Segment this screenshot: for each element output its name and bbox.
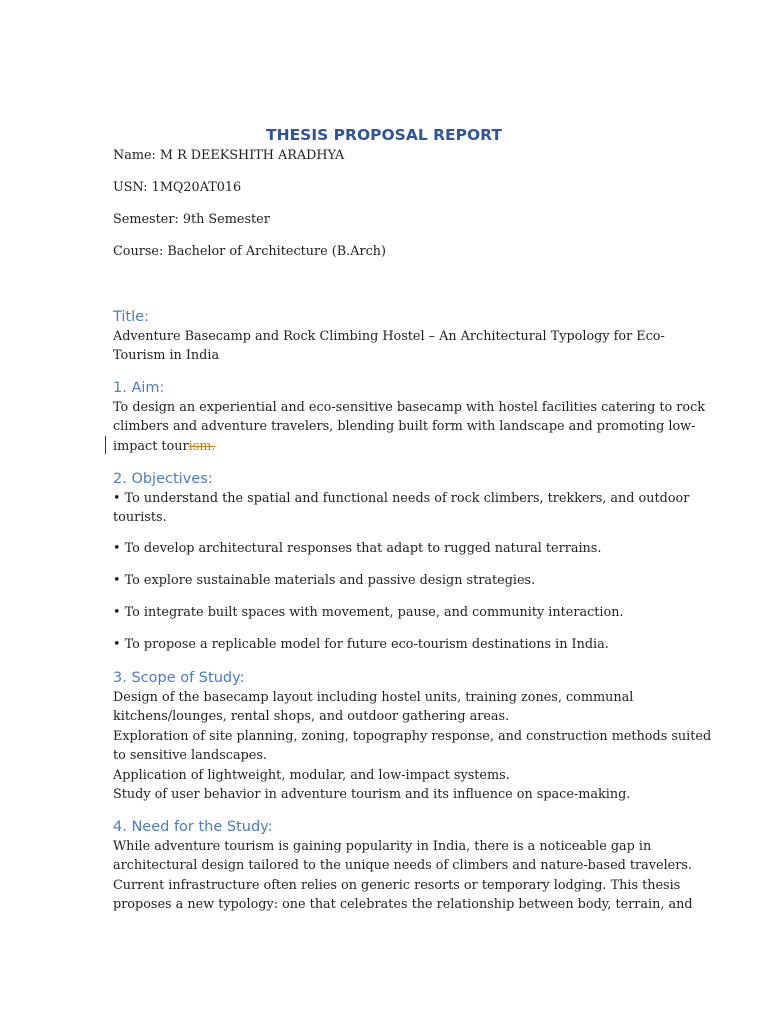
objective-text-line: • To understand the spatial and functional needs of rock climbers, trekkers, and outdoor: [113, 491, 690, 506]
scope-text-line: Exploration of site planning, zoning, topography response, and construction methods suited: [113, 728, 712, 744]
need-paragraph: [113, 837, 693, 915]
scope-text-line: kitchens/lounges, rental shops, and outdoor gathering areas.: [113, 709, 510, 725]
aim-heading: 1. Aim:: [113, 380, 165, 396]
scope-text-line: Study of user behavior in adventure tourism and its influence on space-making.: [113, 787, 631, 803]
text-cursor: [105, 436, 106, 454]
objective-text-line: • To propose a replicable model for future eco-tourism destinations in India.: [113, 637, 609, 652]
objective-item-2: [113, 539, 663, 558]
aim-last-text: impact tour: [113, 438, 189, 454]
scope-text-line: Application of lightweight, modular, and low-impact systems.: [113, 767, 510, 783]
title-heading: Title:: [113, 309, 149, 325]
aim-paragraph: [113, 398, 706, 456]
student-semester: Semester: 9th Semester: [113, 212, 270, 227]
student-usn: USN: 1MQ20AT016: [113, 180, 242, 195]
scope-text-line: Design of the basecamp layout including hostel units, training zones, communal: [113, 690, 634, 705]
title-paragraph: [113, 327, 663, 366]
title-text-line: Adventure Basecamp and Rock Climbing Hostel – An Architectural Typology for Eco-: [113, 329, 665, 344]
objective-item-4: [113, 603, 663, 622]
scope-text-line: to sensitive landscapes.: [113, 748, 267, 764]
objective-text-line: tourists.: [113, 510, 167, 526]
objective-item-1: [113, 489, 690, 528]
objective-text-line: • To develop architectural responses that adapt to rugged natural terrains.: [113, 541, 602, 556]
objective-text-line: • To integrate built spaces with movement, pause, and community interaction.: [113, 605, 624, 620]
student-name: Name: M R DEEKSHITH ARADHYA: [113, 148, 345, 163]
need-text-line: proposes a new typology: one that celebrates the relationship between body, terrain, and: [113, 897, 693, 913]
need-text-line: architectural design tailored to the unique needs of climbers and nature-based travelers.: [113, 858, 693, 874]
tracked-deletion: ism.: [188, 438, 216, 454]
scope-heading: 3. Scope of Study:: [113, 670, 245, 686]
need-heading: 4. Need for the Study:: [113, 819, 273, 835]
objectives-heading: 2. Objectives:: [113, 471, 213, 487]
need-text-line: While adventure tourism is gaining popularity in India, there is a noticeable gap in: [113, 839, 652, 854]
need-text-line: Current infrastructure often relies on generic resorts or temporary lodging. This thesis: [113, 877, 681, 893]
scope-paragraph: [113, 688, 712, 804]
student-course: Course: Bachelor of Architecture (B.Arch): [113, 244, 386, 259]
aim-text-line: climbers and adventure travelers, blending built form with landscape and promoting low-: [113, 419, 696, 435]
objective-item-3: [113, 571, 663, 590]
objective-item-5: [113, 635, 663, 654]
document-title: THESIS PROPOSAL REPORT: [266, 126, 502, 144]
aim-text-line: [113, 437, 663, 456]
aim-text-line: To design an experiential and eco-sensitive basecamp with hostel facilities catering to rock: [113, 400, 706, 415]
objective-text-line: • To explore sustainable materials and passive design strategies.: [113, 573, 536, 588]
title-text-line: Tourism in India: [113, 348, 220, 364]
